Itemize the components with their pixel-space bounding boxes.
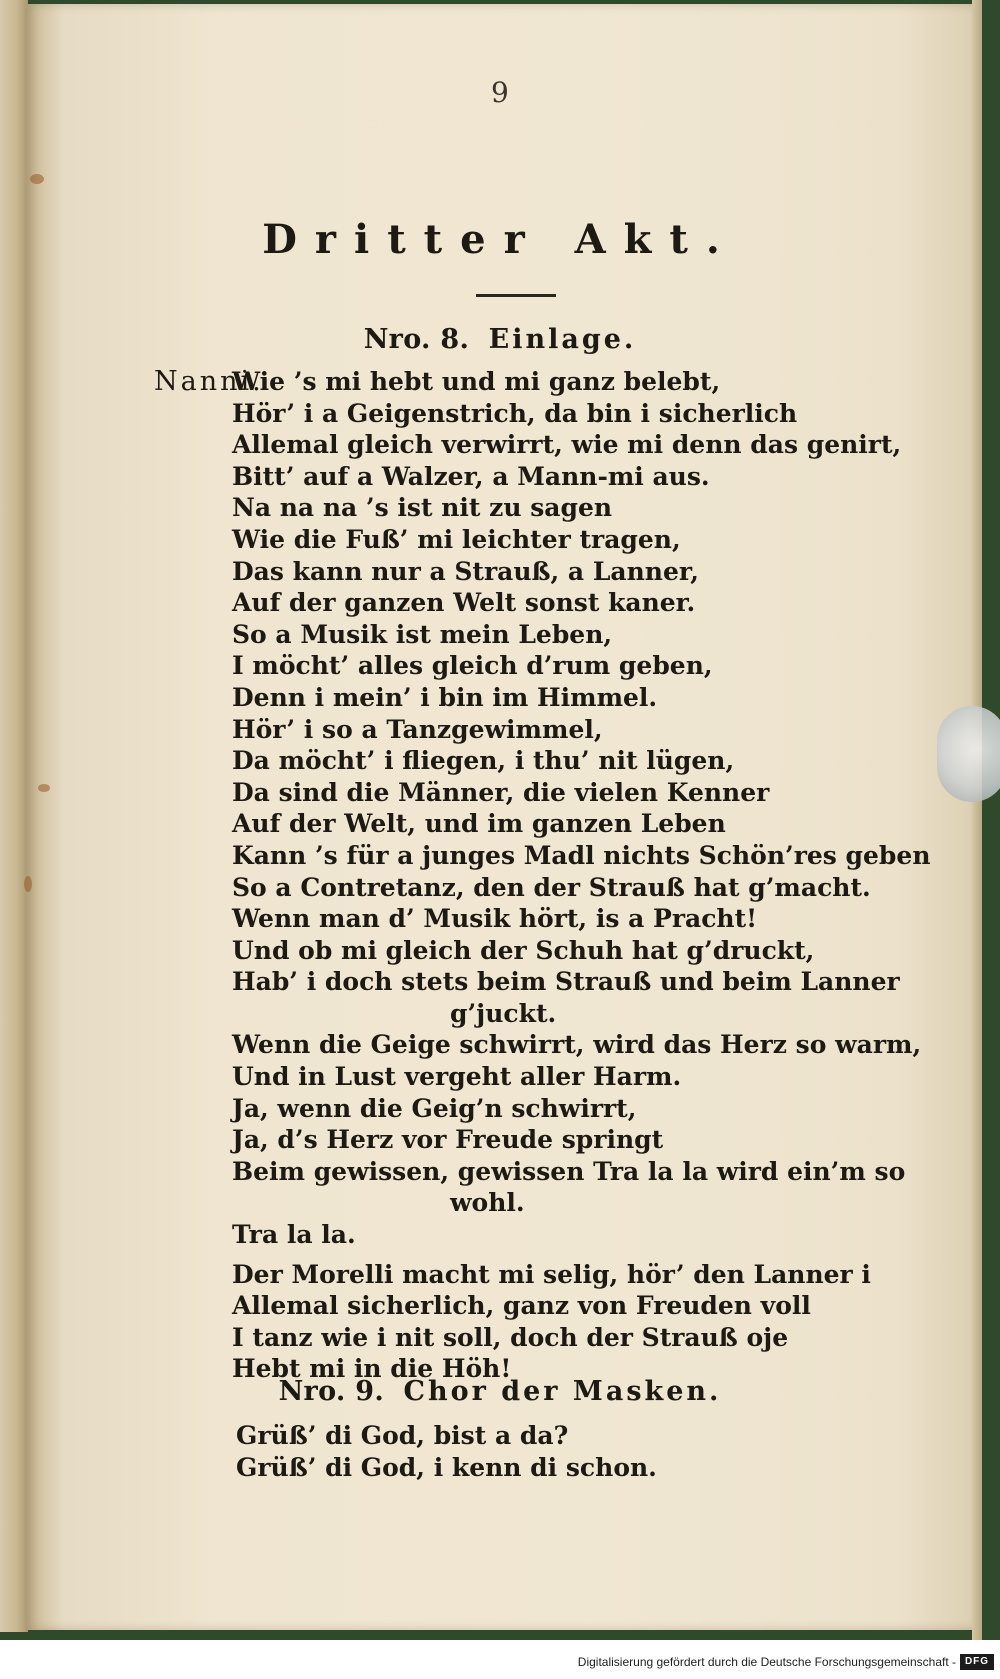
- song-line: Ja, wenn die Geig’n schwirrt,: [232, 1093, 637, 1123]
- footer-credit: Digitalisierung gefördert durch die Deutsche Forschungsgemeinschaft -: [577, 1655, 956, 1669]
- song-line: Bitt’ auf a Walzer, a Mann-mi aus.: [232, 461, 710, 491]
- chorus-line: Grüß’ di God, bist a da?: [236, 1421, 569, 1450]
- song-line: Auf der Welt, und im ganzen Leben: [232, 809, 726, 839]
- song-line: Da möcht’ i fliegen, i thu’ nit lügen,: [232, 746, 735, 776]
- song-line: Wenn man d’ Musik hört, is a Pracht!: [232, 904, 758, 934]
- song-line: So a Contretanz, den der Strauß hat g’macht.: [232, 872, 871, 902]
- song-line: I möcht’ alles gleich d’rum geben,: [232, 651, 713, 681]
- song-line: Allemal gleich verwirrt, wie mi denn das genirt,: [232, 430, 902, 460]
- section-number: Nro. 9.: [278, 1376, 385, 1407]
- dfg-logo: DFG: [960, 1654, 994, 1670]
- song-line: Tra la la.: [232, 1220, 356, 1250]
- song-line: Wie ’s mi hebt und mi ganz belebt,: [232, 367, 721, 396]
- chorus-line: Grüß’ di God, i kenn di schon.: [236, 1453, 657, 1482]
- act-title: Dritter Akt.: [262, 216, 738, 263]
- section-heading: [0, 324, 1000, 355]
- page-clip: [937, 706, 1000, 802]
- section-title: Einlage.: [488, 324, 637, 355]
- song-line: Das kann nur a Strauß, a Lanner,: [232, 556, 699, 586]
- section-heading: [0, 1376, 1000, 1407]
- section-number: Nro. 8.: [363, 324, 470, 355]
- paper-stain: [30, 174, 44, 184]
- section-title: Chor der Masken.: [403, 1376, 722, 1407]
- song-line: Hör’ i so a Tanzgewimmel,: [232, 714, 603, 744]
- song-line: Wie die Fuß’ mi leichter tragen,: [232, 524, 681, 554]
- song-line-continuation: wohl.: [450, 1188, 525, 1218]
- song-line: Kann ’s für a junges Madl nichts Schön’res geben: [232, 840, 931, 870]
- chorus-text: [236, 1420, 896, 1484]
- song-line: Ja, d’s Herz vor Freude springt: [232, 1125, 664, 1155]
- song-line: Da sind die Männer, die vielen Kenner: [232, 777, 770, 807]
- song-line: Hab’ i doch stets beim Strauß und beim Lanner: [232, 967, 900, 997]
- song-line: Beim gewissen, gewissen Tra la la wird ein’m so: [232, 1156, 906, 1186]
- paper-stain: [38, 784, 50, 792]
- song-line: Na na na ’s ist nit zu sagen: [232, 493, 613, 523]
- song-line: Wenn die Geige schwirrt, wird das Herz so warm,: [232, 1030, 922, 1060]
- paper-stain: [24, 876, 32, 892]
- song-line: Und ob mi gleich der Schuh hat g’druckt,: [232, 935, 815, 965]
- song-line: Hebt mi in die Höh!: [232, 1354, 512, 1384]
- song-text: [232, 366, 931, 1385]
- song-line: Denn i mein’ i bin im Himmel.: [232, 682, 658, 712]
- song-line: Hör’ i a Geigenstrich, da bin i sicherlich: [232, 398, 798, 428]
- digitization-footer: [0, 1652, 1000, 1679]
- song-line: So a Musik ist mein Leben,: [232, 619, 613, 649]
- title-rule: [476, 294, 556, 297]
- song-line: Der Morelli macht mi selig, hör’ den Lanner i: [232, 1259, 871, 1289]
- song-line: I tanz wie i nit soll, doch der Strauß oje: [232, 1322, 789, 1352]
- speaker-name: Nanni.: [154, 366, 264, 397]
- song-line-continuation: g’juckt.: [450, 998, 557, 1028]
- page-number: 9: [490, 76, 510, 109]
- song-line: Allemal sicherlich, ganz von Freuden voll: [232, 1291, 811, 1321]
- song-line: Und in Lust vergeht aller Harm.: [232, 1062, 682, 1092]
- song-line: Auf der ganzen Welt sonst kaner.: [232, 588, 696, 618]
